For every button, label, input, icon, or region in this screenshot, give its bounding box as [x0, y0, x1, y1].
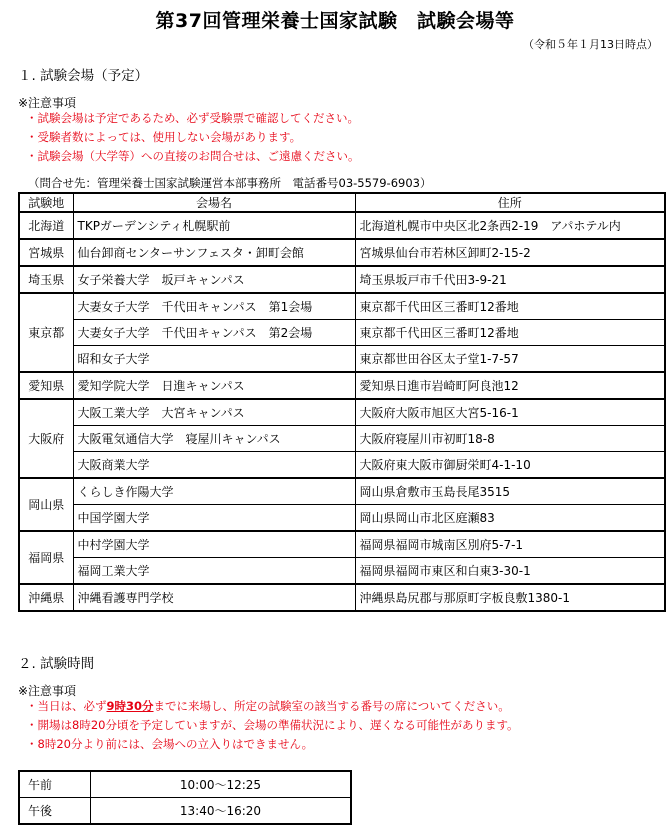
table-row — [19, 239, 665, 266]
table-row — [19, 558, 665, 585]
address-cell: 福岡県福岡市城南区別府5-7-1 — [355, 531, 665, 558]
address-cell: 東京都千代田区三番町12番地 — [355, 293, 665, 320]
time-note — [26, 697, 519, 716]
session-label: 午前 — [19, 771, 91, 798]
page-title: 第37回管理栄養士国家試験 試験会場等 — [155, 10, 515, 32]
address-cell: 東京都世田谷区太子堂1-7-57 — [355, 346, 665, 373]
pref-cell: 宮城県 — [19, 239, 73, 266]
venue-cell: 昭和女子大学 — [73, 346, 355, 373]
time-note-text: までに来場し、所定の試験室の該当する番号の席についてください。 — [153, 699, 510, 713]
venue-table — [18, 192, 666, 612]
venue-cell: 大阪商業大学 — [73, 452, 355, 479]
address-cell: 東京都千代田区三番町12番地 — [355, 320, 665, 346]
address-cell: 愛知県日進市岩崎町阿良池12 — [355, 372, 665, 399]
venue-cell: TKPガーデンシティ札幌駅前 — [73, 212, 355, 239]
time-note-text: ・当日は、必ず — [26, 699, 107, 713]
time-note: ・開場は8時20分頃を予定していますが、会場の準備状況により、遅くなる可能性があります。 — [26, 718, 519, 732]
venue-note: ・試験会場（大学等）への直接のお問合せは、ご遠慮ください。 — [26, 149, 360, 163]
time-table — [18, 770, 352, 825]
venue-cell: くらしき作陽大学 — [73, 478, 355, 505]
venue-cell: 大妻女子大学 千代田キャンパス 第1会場 — [73, 293, 355, 320]
table-row — [19, 771, 351, 798]
column-header: 住所 — [355, 193, 665, 212]
inquiry-contact: （問合せ先：管理栄養士国家試験運営本部事務所 電話番号03-5579-6903） — [28, 176, 432, 190]
address-cell: 北海道札幌市中央区北2条西2-19 アパホテル内 — [355, 212, 665, 239]
pref-cell: 岡山県 — [19, 478, 73, 531]
table-row — [19, 798, 351, 825]
session-time: 13:40～16:20 — [91, 798, 352, 825]
pref-cell: 愛知県 — [19, 372, 73, 399]
session-label: 午後 — [19, 798, 91, 825]
table-row — [19, 346, 665, 373]
table-row — [19, 266, 665, 293]
time-notes — [26, 697, 519, 754]
time-note: ・8時20分より前には、会場への立入りはできません。 — [26, 737, 314, 751]
address-cell: 岡山県岡山市北区庭瀬83 — [355, 505, 665, 532]
venue-cell: 大阪電気通信大学 寝屋川キャンパス — [73, 426, 355, 452]
pref-cell: 福岡県 — [19, 531, 73, 584]
session-time: 10:00～12:25 — [91, 771, 352, 798]
address-cell: 福岡県福岡市東区和白東3-30-1 — [355, 558, 665, 585]
venue-cell: 中国学園大学 — [73, 505, 355, 532]
table-row — [19, 399, 665, 426]
table-row — [19, 584, 665, 611]
venue-cell: 大妻女子大学 千代田キャンパス 第2会場 — [73, 320, 355, 346]
venue-note: ・試験会場は予定であるため、必ず受験票で確認してください。 — [26, 111, 360, 125]
column-header: 試験地 — [19, 193, 73, 212]
address-cell: 大阪府大阪市旭区大宮5-16-1 — [355, 399, 665, 426]
pref-cell: 北海道 — [19, 212, 73, 239]
venue-cell: 大阪工業大学 大宮キャンパス — [73, 399, 355, 426]
section-time-heading: ２. 試験時間 — [18, 656, 95, 672]
table-row — [19, 293, 665, 320]
table-row — [19, 372, 665, 399]
venue-cell: 愛知学院大学 日進キャンパス — [73, 372, 355, 399]
address-cell: 大阪府寝屋川市初町18-8 — [355, 426, 665, 452]
table-row — [19, 452, 665, 479]
table-row — [19, 426, 665, 452]
venue-table-header — [19, 193, 665, 212]
pref-cell: 東京都 — [19, 293, 73, 372]
section-venues-heading: １. 試験会場（予定） — [18, 68, 149, 84]
pref-cell: 埼玉県 — [19, 266, 73, 293]
arrival-deadline: 9時30分 — [106, 699, 154, 713]
as-of-date: （令和５年１月13日時点） — [523, 38, 658, 51]
venue-cell: 中村学園大学 — [73, 531, 355, 558]
address-cell: 宮城県仙台市若林区卸町2-15-2 — [355, 239, 665, 266]
table-row — [19, 505, 665, 532]
venue-notes — [26, 109, 360, 166]
table-row — [19, 531, 665, 558]
table-row — [19, 320, 665, 346]
column-header: 会場名 — [73, 193, 355, 212]
address-cell: 沖縄県島尻郡与那原町字板良敷1380-1 — [355, 584, 665, 611]
address-cell: 大阪府東大阪市御厨栄町4-1-10 — [355, 452, 665, 479]
table-row — [19, 212, 665, 239]
address-cell: 埼玉県坂戸市千代田3-9-21 — [355, 266, 665, 293]
notes-heading: ※注意事項 — [18, 96, 77, 110]
address-cell: 岡山県倉敷市玉島長尾3515 — [355, 478, 665, 505]
notes-heading: ※注意事項 — [18, 684, 77, 698]
venue-cell: 女子栄養大学 坂戸キャンパス — [73, 266, 355, 293]
venue-cell: 福岡工業大学 — [73, 558, 355, 585]
venue-cell: 仙台卸商センターサンフェスタ・卸町会館 — [73, 239, 355, 266]
venue-cell: 沖縄看護専門学校 — [73, 584, 355, 611]
pref-cell: 沖縄県 — [19, 584, 73, 611]
table-row — [19, 478, 665, 505]
pref-cell: 大阪府 — [19, 399, 73, 478]
venue-note: ・受験者数によっては、使用しない会場があります。 — [26, 130, 302, 144]
